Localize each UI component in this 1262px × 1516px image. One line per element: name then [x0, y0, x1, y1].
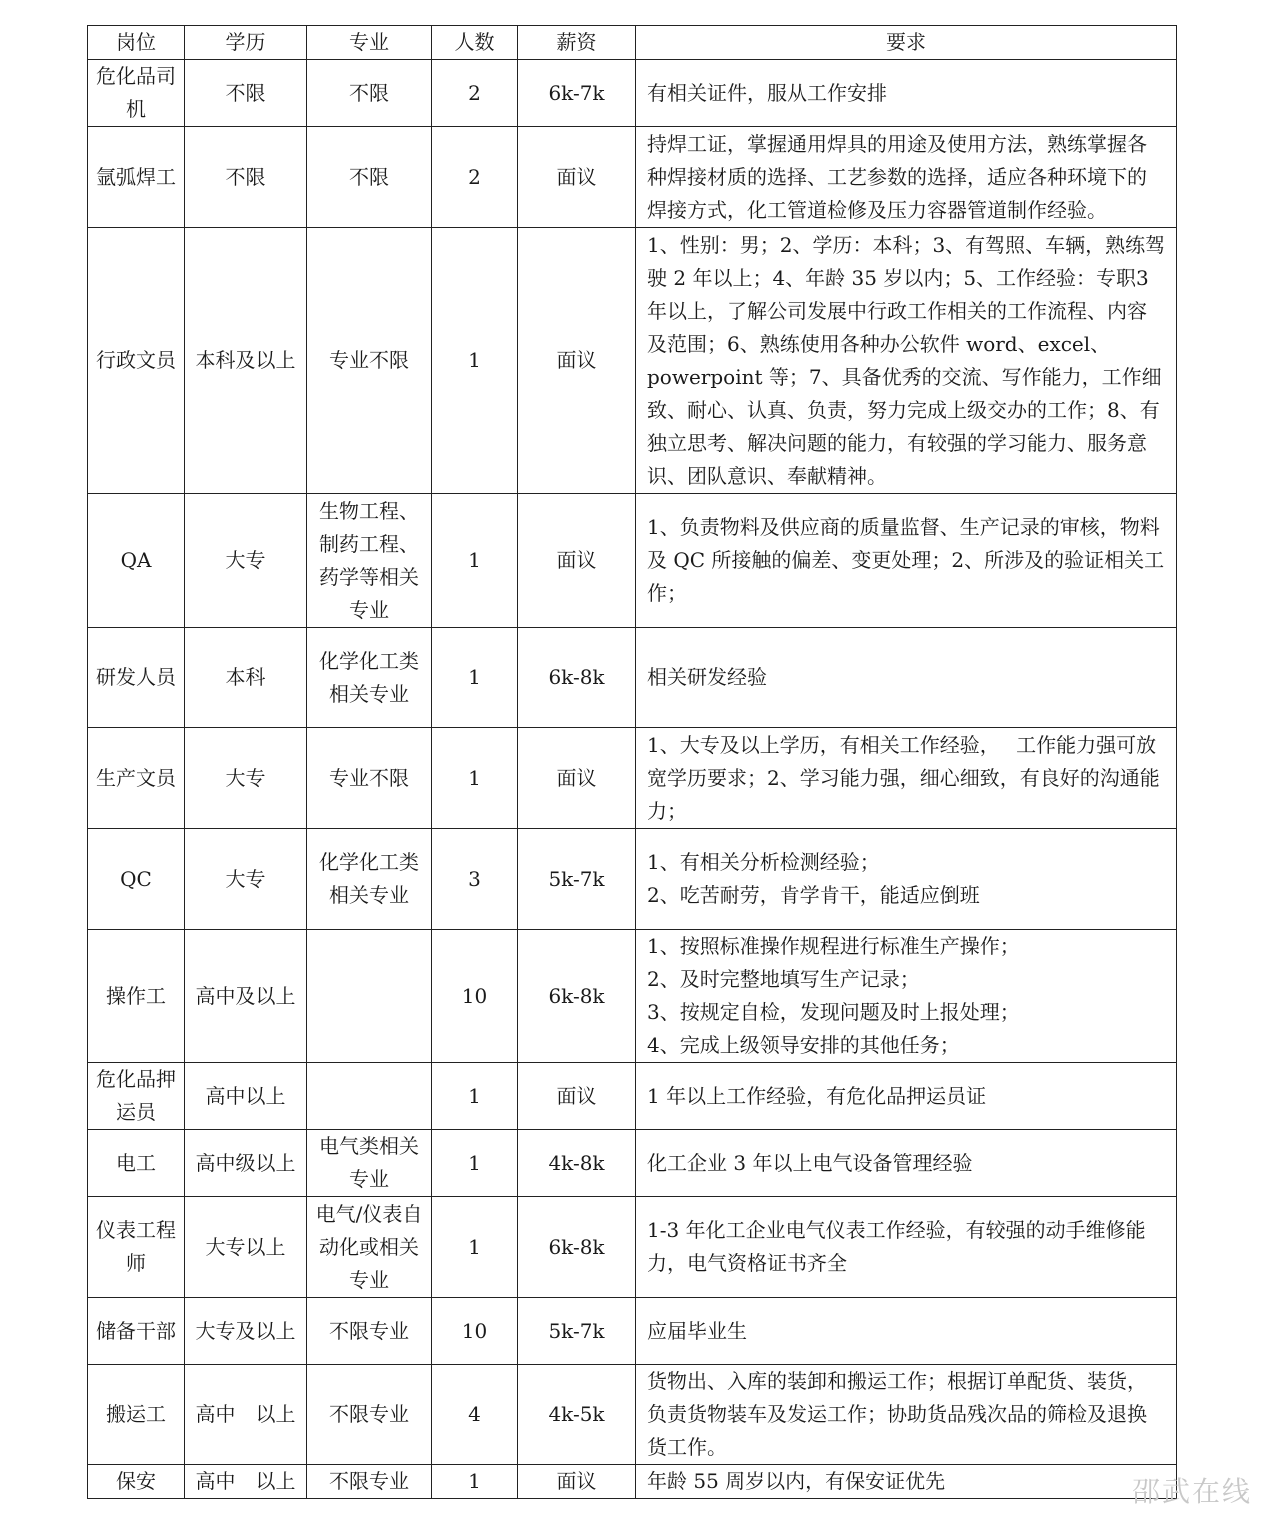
cell-count: 10: [432, 1298, 518, 1365]
cell-education: 高中级以上: [185, 1130, 307, 1197]
table-row: [88, 228, 1177, 494]
table-row: [88, 1298, 1177, 1365]
requirement-line: 2、及时完整地填写生产记录；: [647, 967, 920, 991]
cell-education: 高中 以上: [185, 1365, 307, 1465]
requirement-line: 2、吃苦耐劳，肯学肯干，能适应倒班: [647, 883, 980, 907]
cell-education: 大专以上: [185, 1197, 307, 1298]
cell-position: 危化品押运员: [88, 1063, 185, 1130]
cell-salary: 面议: [518, 1465, 636, 1499]
cell-salary: 面议: [518, 494, 636, 628]
cell-count: 1: [432, 1063, 518, 1130]
cell-education: 本科: [185, 628, 307, 728]
cell-education: 本科及以上: [185, 228, 307, 494]
cell-salary: 面议: [518, 127, 636, 228]
cell-major: 化学化工类相关专业: [307, 628, 432, 728]
requirement-line: 年龄 55 周岁以内，有保安证优先: [647, 1469, 946, 1493]
cell-requirements: [636, 228, 1177, 494]
requirement-line: 1、性别：男；2、学历：本科；3、有驾照、车辆，熟练驾驶 2 年以上；4、年龄 35 岁以内；5、工作经验：专职3 年以上，了解公司发展中行政工作相关的工作流程、内容及范围；6、熟练使用各种办公软件 word、excel、powerpoint 等；7、具备优秀的交流、写作能力，工作细致、耐心、认真、负责，努力完成上级交办的工作；8、有独立思考、解决问题的能力，有较强的学习能力、服务意识、团队意识、奉献精神。: [647, 232, 1166, 488]
cell-count: 1: [432, 1465, 518, 1499]
cell-position: 搬运工: [88, 1365, 185, 1465]
cell-position: 行政文员: [88, 228, 185, 494]
cell-requirements: [636, 60, 1177, 127]
cell-major: 化学化工类 相关专业: [307, 829, 432, 930]
requirement-line: 持焊工证，掌握通用焊具的用途及使用方法，熟练掌握各种焊接材质的选择、工艺参数的选择，适应各种环境下的焊接方式，化工管道检修及压力容器管道制作经验。: [647, 131, 1147, 222]
table-row: [88, 127, 1177, 228]
cell-salary: 面议: [518, 228, 636, 494]
cell-position: 氩弧焊工: [88, 127, 185, 228]
cell-count: 4: [432, 1365, 518, 1465]
table-row: [88, 1465, 1177, 1499]
cell-requirements: [636, 494, 1177, 628]
cell-salary: 6k-8k: [518, 1197, 636, 1298]
cell-major: 不限专业: [307, 1465, 432, 1499]
cell-count: 10: [432, 930, 518, 1063]
requirement-line: 相关研发经验: [647, 665, 767, 689]
cell-requirements: [636, 1298, 1177, 1365]
requirement-line: 有相关证件，服从工作安排: [647, 80, 887, 105]
table-row: [88, 494, 1177, 628]
cell-education: 高中及以上: [185, 930, 307, 1063]
cell-major: 不限: [307, 127, 432, 228]
requirement-line: 化工企业 3 年以上电气设备管理经验: [647, 1150, 973, 1175]
header-count: 人数: [432, 26, 518, 60]
cell-count: 1: [432, 1130, 518, 1197]
table-row: [88, 829, 1177, 930]
cell-major: 电气/仪表自动化或相关专业: [307, 1197, 432, 1298]
cell-education: 大专及以上: [185, 1298, 307, 1365]
cell-position: 危化品司机: [88, 60, 185, 127]
cell-count: 2: [432, 127, 518, 228]
cell-salary: 4k-5k: [518, 1365, 636, 1465]
cell-salary: 6k-7k: [518, 60, 636, 127]
cell-position: QA: [88, 494, 185, 628]
cell-requirements: [636, 1063, 1177, 1130]
header-education: 学历: [185, 26, 307, 60]
cell-requirements: [636, 1465, 1177, 1499]
cell-requirements: [636, 930, 1177, 1063]
cell-education: 大专: [185, 728, 307, 829]
cell-major: [307, 930, 432, 1063]
cell-education: 不限: [185, 60, 307, 127]
requirement-line: 3、按规定自检，发现问题及时上报处理；: [647, 1000, 1020, 1024]
requirement-line: 4、完成上级领导安排的其他任务；: [647, 1033, 960, 1057]
cell-requirements: [636, 728, 1177, 829]
cell-major: [307, 1063, 432, 1130]
cell-education: 大专: [185, 494, 307, 628]
cell-major: 专业不限: [307, 728, 432, 829]
requirement-line: 1、有相关分析检测经验；: [647, 850, 880, 874]
requirement-line: 货物出、入库的装卸和搬运工作；根据订单配货、装货，负责货物装车及发运工作；协助货品残次品的筛检及退换货工作。: [647, 1369, 1147, 1459]
cell-education: 高中以上: [185, 1063, 307, 1130]
header-requirements: 要求: [636, 26, 1177, 60]
requirement-line: 1、大专及以上学历，有相关工作经验， 工作能力强可放宽学历要求；2、学习能力强，细心细致，有良好的沟通能力；: [647, 732, 1160, 823]
cell-count: 1: [432, 228, 518, 494]
cell-salary: 5k-7k: [518, 829, 636, 930]
cell-major: 不限: [307, 60, 432, 127]
cell-major: 电气类相关专业: [307, 1130, 432, 1197]
cell-count: 1: [432, 728, 518, 829]
cell-position: 储备干部: [88, 1298, 185, 1365]
cell-position: 电工: [88, 1130, 185, 1197]
cell-position: 生产文员: [88, 728, 185, 829]
table-row: [88, 1197, 1177, 1298]
job-table: [87, 25, 1177, 1499]
cell-requirements: [636, 1365, 1177, 1465]
requirement-line: 1、负责物料及供应商的质量监督、生产记录的审核，物料及 QC 所接触的偏差、变更处理；2、所涉及的验证相关工作；: [647, 515, 1165, 605]
header-salary: 薪资: [518, 26, 636, 60]
cell-major: 专业不限: [307, 228, 432, 494]
watermark: 邵武在线: [1131, 1475, 1252, 1508]
requirement-line: 1、按照标准操作规程进行标准生产操作；: [647, 934, 1020, 958]
cell-count: 1: [432, 1197, 518, 1298]
header-position: 岗位: [88, 26, 185, 60]
requirement-line: 1-3 年化工企业电气仪表工作经验，有较强的动手维修能力，电气资格证书齐全: [647, 1218, 1146, 1275]
cell-education: 高中 以上: [185, 1465, 307, 1499]
cell-salary: 面议: [518, 1063, 636, 1130]
cell-requirements: [636, 829, 1177, 930]
cell-salary: 6k-8k: [518, 930, 636, 1063]
cell-salary: 6k-8k: [518, 628, 636, 728]
table-row: [88, 1063, 1177, 1130]
cell-education: 不限: [185, 127, 307, 228]
cell-count: 2: [432, 60, 518, 127]
table-row: [88, 60, 1177, 127]
cell-position: 保安: [88, 1465, 185, 1499]
cell-position: 仪表工程师: [88, 1197, 185, 1298]
cell-count: 1: [432, 628, 518, 728]
cell-major: 不限专业: [307, 1365, 432, 1465]
table-row: [88, 728, 1177, 829]
header-row: [88, 26, 1177, 60]
cell-count: 1: [432, 494, 518, 628]
table-row: [88, 1130, 1177, 1197]
cell-salary: 4k-8k: [518, 1130, 636, 1197]
cell-position: 研发人员: [88, 628, 185, 728]
cell-salary: 5k-7k: [518, 1298, 636, 1365]
cell-major: 不限专业: [307, 1298, 432, 1365]
cell-requirements: [636, 628, 1177, 728]
cell-position: 操作工: [88, 930, 185, 1063]
cell-requirements: [636, 127, 1177, 228]
table-row: [88, 930, 1177, 1063]
header-major: 专业: [307, 26, 432, 60]
cell-education: 大专: [185, 829, 307, 930]
table-row: [88, 628, 1177, 728]
cell-requirements: [636, 1197, 1177, 1298]
table-row: [88, 1365, 1177, 1465]
cell-requirements: [636, 1130, 1177, 1197]
requirement-line: 1 年以上工作经验，有危化品押运员证: [647, 1083, 987, 1108]
cell-count: 3: [432, 829, 518, 930]
cell-position: QC: [88, 829, 185, 930]
cell-salary: 面议: [518, 728, 636, 829]
requirement-line: 应届毕业生: [647, 1318, 747, 1343]
cell-major: 生物工程、制药工程、药学等相关专业: [307, 494, 432, 628]
